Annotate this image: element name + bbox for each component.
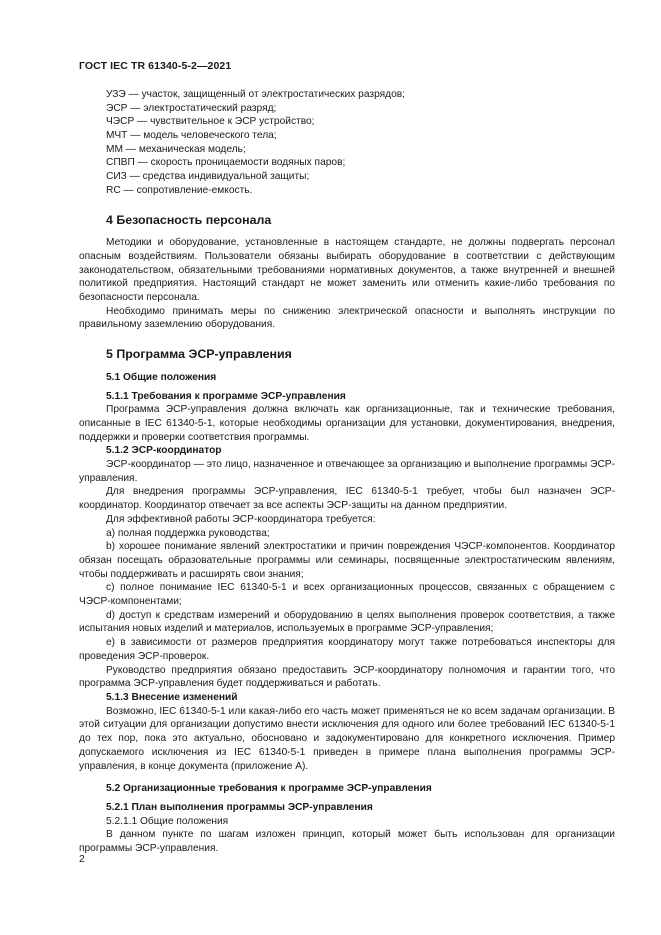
requirement-item: d) доступ к средствам измерений и оборудованию в целях выполнения проверок соответствия, а также испытания новых изделий и материалов, используемых в программе ЭСР-управления;	[79, 609, 615, 635]
abbreviation-item: ЧЭСР — чувствительное к ЭСР устройство;	[106, 116, 315, 128]
page-content	[79, 88, 615, 856]
section-5-1-3-heading: 5.1.3 Внесение изменений	[106, 692, 238, 703]
requirement-item: c) полное понимание IEC 61340-5-1 и всех организационных процессов, связанных с обращением с ЧЭСР-компонентами;	[79, 582, 615, 608]
section-5-1-1-paragraph: Программа ЭСР-управления должна включать как организационные, так и технические требования, описанные в IEC 61340-5-1, которые необходимы организации для установки, документирования, внедрения, поддержки и проверки соответствия программы.	[79, 404, 615, 443]
section-5-1-2-paragraph: Руководство предприятия обязано предоставить ЭСР-координатору полномочия и гарантии того, что программа ЭСР-управления будет поддерживаться и работать.	[79, 664, 615, 690]
section-4-heading: 4 Безопасность персонала	[106, 212, 272, 227]
document-header: ГОСТ IEC TR 61340-5-2—2021	[79, 60, 232, 72]
abbreviation-item: ЭСР — электростатический разряд;	[106, 102, 277, 114]
requirement-item: b) хорошее понимание явлений электростатики и причин повреждения ЧЭСР-компонентов. Координатор обязан посещать образовательные программы или семинары, посвященные электростатическим явлениям, чтобы поддерживать и расширять свои знания;	[79, 541, 615, 580]
section-5-1-3-paragraph: Возможно, IEC 61340-5-1 или какая-либо его часть может применяться не ко всем задачам организации. В этой ситуации для организации допустимо внести исключения для одного или более требований IEC 61340-5-1 до тех пор, пока это актуально, обосновано и задокументировано для конкретного исключения. Пример допускаемого исключения из IEC 61340-5-1 приведен в примере плана выполнения программы ЭСР-управления, в конце документа (приложение A).	[79, 705, 615, 772]
requirement-item: a) полная поддержка руководства;	[106, 527, 270, 539]
requirement-item: e) в зависимости от размеров предприятия координатору могут также потребоваться инспекторы для проведения ЭСР-проверок.	[79, 637, 615, 662]
abbreviation-item: УЗЭ — участок, защищенный от электростатических разрядов;	[106, 89, 405, 100]
section-4-paragraph: Методики и оборудование, установленные в настоящем стандарте, не должны подвергать персонал опасным воздействиям. Пользователи обязаны выбирать оборудование в соответствии с действующим законодательством, обязательными требованиями нормативных документов, а также внутренней и внешней политикой предприятия. Настоящий стандарт не может заменить или отменить какие-либо требования по безопасности персонала.	[79, 237, 615, 304]
page-number: 2	[79, 853, 85, 865]
section-5-1-2-heading: 5.1.2 ЭСР-координатор	[106, 445, 222, 457]
abbreviation-item: СИЗ — средства индивидуальной защиты;	[106, 171, 310, 183]
section-5-1-1-heading: 5.1.1 Требования к программе ЭСР-управления	[106, 390, 346, 402]
section-5-2-1-heading: 5.2.1 План выполнения программы ЭСР-управления	[106, 801, 373, 813]
abbreviation-item: RC — сопротивление-емкость.	[106, 184, 253, 196]
section-5-1-2-paragraph: Для эффективной работы ЭСР-координатора требуется:	[106, 513, 376, 525]
section-5-1-2-paragraph: Для внедрения программы ЭСР-управления, IEC 61340-5-1 требует, чтобы был назначен ЭСР-координатор. Координатор отвечает за все аспекты ЭСР-защиты на данном предприятии.	[79, 486, 615, 512]
abbreviation-item: СПВП — скорость проницаемости водяных паров;	[106, 157, 346, 169]
abbreviation-list	[79, 88, 615, 198]
section-4-paragraph: Необходимо принимать меры по снижению электрической опасности и выполнять инструкции по правильному заземлению оборудования.	[79, 305, 615, 331]
section-5-1-2-paragraph: ЭСР-координатор — это лицо, назначенное и отвечающее за организацию и выполнение программы ЭСР-управления.	[79, 459, 615, 484]
section-5-2-1-1-paragraph: В данном пункте по шагам изложен принцип, который может быть использован для организации программы ЭСР-управления.	[79, 829, 615, 855]
abbreviation-item: ММ — механическая модель;	[106, 143, 246, 155]
section-5-heading: 5 Программа ЭСР-управления	[106, 347, 292, 362]
section-5-2-heading: 5.2 Организационные требования к программе ЭСР-управления	[106, 783, 432, 795]
section-5-2-1-1-heading: 5.2.1.1 Общие положения	[106, 815, 229, 827]
section-5-1-heading: 5.1 Общие положения	[106, 371, 217, 383]
abbreviation-item: МЧТ — модель человеческого тела;	[106, 130, 277, 142]
